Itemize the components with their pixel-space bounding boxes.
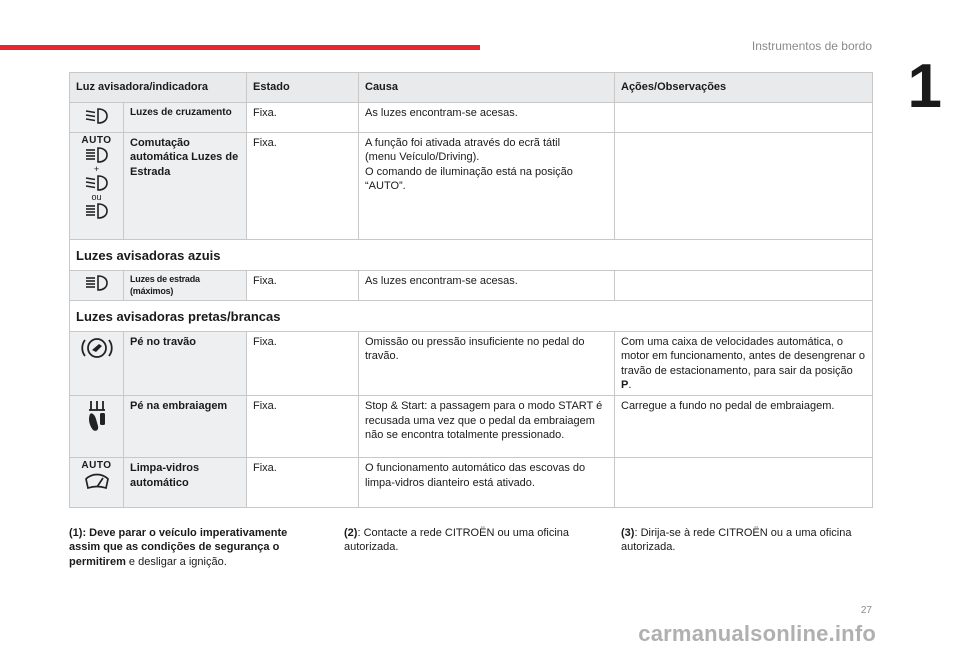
footnote-1-bold: : Deve parar o veículo imperativamente assim que as condições de segurança o permitirem — [69, 527, 288, 568]
light-name: Luzes de cruzamento — [124, 103, 247, 133]
light-causa: Stop & Start: a passagem para o modo START é recusada uma vez que o pedal da embraiagem não se encontra totalmente pressionado. — [359, 396, 615, 458]
light-estado: Fixa. — [247, 103, 359, 133]
light-estado: Fixa. — [247, 133, 359, 240]
header-accent-bar — [0, 45, 480, 50]
footnote-3-number: (3) — [621, 527, 635, 539]
obs-text-end: . — [628, 379, 632, 392]
dipped-beam-icon — [70, 103, 124, 133]
table-row — [70, 332, 873, 396]
light-causa: As luzes encontram-se acesas. — [359, 270, 615, 300]
wiper-icon — [83, 471, 111, 491]
plus-sign: + — [93, 164, 100, 174]
or-label: ou — [91, 192, 102, 202]
light-obs — [615, 103, 873, 133]
auto-wiper-icon-group — [70, 458, 124, 508]
footnote-1 — [69, 526, 319, 569]
col-header-acoes: Ações/Observações — [615, 73, 873, 103]
auto-label: AUTO — [81, 460, 112, 472]
section-title-black: Luzes avisadoras pretas/brancas — [70, 301, 873, 332]
light-obs — [615, 332, 873, 396]
light-causa: Omissão ou pressão insuficiente no pedal do travão. — [359, 332, 615, 396]
light-causa: As luzes encontram-se acesas. — [359, 103, 615, 133]
section-row — [70, 240, 873, 271]
table-header-row — [70, 73, 873, 103]
foot-on-clutch-icon — [70, 396, 124, 458]
light-obs — [615, 270, 873, 300]
dipped-beam-icon — [84, 174, 110, 192]
col-header-light: Luz avisadora/indicadora — [70, 73, 247, 103]
footnote-1-text: e desligar a ignição. — [125, 555, 227, 568]
section-title: Instrumentos de bordo — [751, 39, 872, 53]
col-header-causa: Causa — [359, 73, 615, 103]
light-estado: Fixa. — [247, 458, 359, 508]
table-row — [70, 133, 873, 240]
page-number: 27 — [860, 605, 872, 616]
causa-line: (menu Veículo/Driving). — [365, 151, 480, 164]
light-obs — [615, 458, 873, 508]
causa-line: A função foi ativada através do ecrã tátil — [365, 137, 561, 149]
obs-text: Com uma caixa de velocidades automática, o motor em funcionamento, antes de desengrenar o travão de estacionamento, para sair da posição — [621, 336, 865, 377]
warning-lights-table — [69, 72, 873, 508]
light-obs: Carregue a fundo no pedal de embraiagem. — [615, 396, 873, 458]
light-obs — [615, 133, 873, 240]
light-estado: Fixa. — [247, 332, 359, 396]
table-row — [70, 396, 873, 458]
light-causa — [359, 133, 615, 240]
auto-high-beam-icon — [84, 146, 110, 164]
auto-label: AUTO — [81, 135, 112, 146]
light-name: Limpa-vidros automático — [124, 458, 247, 508]
footnote-3 — [621, 526, 881, 555]
light-estado: Fixa. — [247, 396, 359, 458]
section-row — [70, 301, 873, 332]
section-title-blue: Luzes avisadoras azuis — [70, 240, 873, 271]
table-row — [70, 103, 873, 133]
table-row — [70, 458, 873, 508]
watermark: carmanualsonline.info — [638, 621, 876, 646]
causa-line: “AUTO”. — [365, 179, 406, 192]
light-causa: O funcionamento automático das escovas do limpa-vidros dianteiro está ativado. — [359, 458, 615, 508]
footnote-2 — [344, 526, 604, 555]
light-name: Luzes de estrada (máximos) — [124, 270, 247, 300]
obs-bold: P — [621, 379, 629, 392]
light-name: Pé no travão — [124, 332, 247, 396]
high-beam-icon — [70, 270, 124, 300]
causa-line: O comando de iluminação está na posição — [365, 165, 573, 178]
high-beam-icon — [84, 202, 110, 220]
footnote-3-text: : Dirija-se à rede CITROËN ou a uma oficina autorizada. — [621, 527, 852, 554]
light-name: Comutação automática Luzes de Estrada — [124, 133, 247, 240]
footnote-2-text: : Contacte a rede CITROËN ou uma oficina autorizada. — [344, 527, 569, 554]
footnote-2-number: (2) — [344, 527, 358, 539]
auto-high-beam-icon-group — [70, 133, 124, 240]
col-header-estado: Estado — [247, 73, 359, 103]
table-row — [70, 270, 873, 300]
light-name: Pé na embraiagem — [124, 396, 247, 458]
foot-on-brake-icon — [70, 332, 124, 396]
light-estado: Fixa. — [247, 270, 359, 300]
chapter-number: 1 — [907, 52, 942, 121]
footnote-1-number: (1) — [69, 527, 83, 539]
